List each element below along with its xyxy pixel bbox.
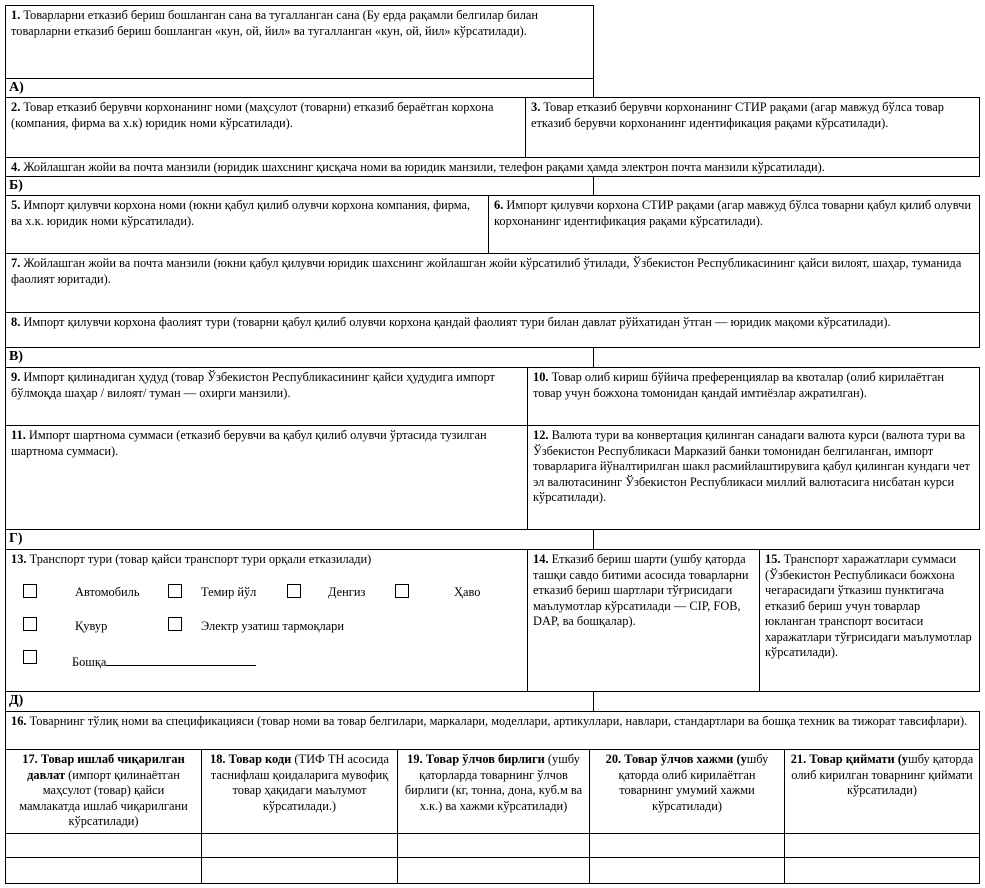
box-10-number: 10. <box>533 370 549 384</box>
box-5-text: Импорт қилувчи корхона номи (юкни қабул қилиб олувчи корхона компания, фирма, ва х.к. юридик номи кўрсатилади). <box>11 198 471 228</box>
box-12-text: Валюта тури ва конвертация қилинган санадаги валюта курси (валюта тури ва Ўзбекистон Республикаси Марказий банки томонидан белгиланган, импорт товарларига йўналтирилган шакл расмийлаштирувига қабул қилинган кундаги чет эл валютасининг Ўзбекистон Республикаси миллий валютасига нисбатан курси кўрсатилади). <box>533 428 970 504</box>
checkbox-sea[interactable] <box>287 584 301 598</box>
box-2-supplier-name[interactable] <box>5 97 526 158</box>
row-2-volume-cell[interactable] <box>589 857 785 884</box>
box-13-text: Транспорт тури (товар қайси транспорт тури орқали етказилади) <box>29 552 372 566</box>
row-2-code-cell[interactable] <box>201 857 398 884</box>
box-14-delivery-terms[interactable] <box>527 549 760 692</box>
box-9-number: 9. <box>11 370 21 384</box>
box-20-text: шбу қаторда олиб кирилаётган товарнинг умумий хажми кўрсатилади) <box>618 752 769 813</box>
box-3-text: Товар етказиб берувчи корхонанинг СТИР рақами (агар мавжуд бўлса товар етказиб берувчи корхонанинг идентификация рақами кўрсатилади). <box>531 100 944 130</box>
box-16-text: Товарнинг тўлиқ номи ва спецификацияси (товар номи ва товар белгилари, маркалари, моделлари, артикуллари, навлари, стандартлари ва бошқа техник ва тижорат тавсифлари). <box>29 714 968 728</box>
label-pipeline: Қувур <box>75 619 108 633</box>
box-3-number: 3. <box>531 100 541 114</box>
label-railway: Темир йўл <box>201 585 257 599</box>
box-11-text: Импорт шартнома суммаси (етказиб берувчи ва қабул қилиб олувчи ўртасида тузилган шартнома суммаси). <box>11 428 487 458</box>
box-11-contract-amount[interactable] <box>5 425 528 530</box>
label-automobile: Автомобиль <box>75 585 140 599</box>
box-9-text: Импорт қилинадиган ҳудуд (товар Ўзбекистон Республикасининг қайси ҳудудига импорт бўлмоқда шаҳар / вилоят/ туман — охирги манзили). <box>11 370 495 400</box>
box-6-number: 6. <box>494 198 504 212</box>
row-1-value-cell[interactable] <box>784 833 980 858</box>
box-17-title: 17. Товар ишлаб чиқарилган давлат <box>22 752 185 782</box>
label-sea: Денгиз <box>328 585 366 599</box>
box-20-title: 20. Товар ўлчов хажми <box>605 752 734 766</box>
label-air: Ҳаво <box>454 585 481 599</box>
section-d-label: Д) <box>5 691 594 712</box>
box-17-text: (импорт қилинаётган маҳсулот (товар) қайси мамлакатда ишлаб чиқарилгани кўрсатилади) <box>19 767 188 828</box>
box-8-text: Импорт қилувчи корхона фаолият тури (товарни қабул қилиб олувчи корхона қандай фаолият тури билан давлат рўйхатидан ўтган — юридик мақоми кўрсатилади). <box>23 315 891 329</box>
box-2-number: 2. <box>11 100 21 114</box>
box-11-number: 11. <box>11 428 26 442</box>
checkbox-other[interactable] <box>23 650 37 664</box>
box-14-number: 14. <box>533 552 549 566</box>
row-2-unit-cell[interactable] <box>397 857 590 884</box>
box-6-text: Импорт қилувчи корхона СТИР рақами (агар мавжуд бўлса товарни қабул қилиб олувчи корхонанинг идентификация рақами кўрсатилади). <box>494 198 971 228</box>
section-g-label: Г) <box>5 529 594 550</box>
box-21-title-paren: (у <box>897 752 909 766</box>
box-21-text: шбу қаторда олиб кирилган товарнинг қиймати кўрсатилади) <box>791 752 974 797</box>
other-underline[interactable] <box>106 653 256 666</box>
box-10-preferences-quotas[interactable] <box>527 367 980 426</box>
section-v-label: В) <box>5 347 594 368</box>
box-8-number: 8. <box>11 315 21 329</box>
box-10-text: Товар олиб кириш бўйича преференциялар ва квоталар (олиб кирилаётган товар учун божхона томонидан қандай имтиёзлар ажратилган). <box>533 370 945 400</box>
box-5-number: 5. <box>11 198 21 212</box>
box-18-goods-code <box>201 749 398 834</box>
box-12-currency-rate[interactable] <box>527 425 980 530</box>
box-5-importer-name[interactable] <box>5 195 489 254</box>
box-9-import-region[interactable] <box>5 367 528 426</box>
box-16-number: 16. <box>11 714 27 728</box>
box-12-number: 12. <box>533 428 549 442</box>
box-16-goods-specification[interactable] <box>5 711 980 750</box>
row-1-country-cell[interactable] <box>5 833 202 858</box>
row-1-volume-cell[interactable] <box>589 833 785 858</box>
box-1-dates[interactable] <box>5 5 594 79</box>
box-19-text: (ушбу қаторларда товарнинг ўлчов бирлиги (кг, тонна, дона, куб.м ва х.к.) ва хажми кўрсатилади) <box>404 752 583 813</box>
box-18-text: (ТИФ ТН асосида таснифлаш қоидаларига мувофиқ товар ҳақидаги маълумот кўрсатилади.) <box>210 752 389 813</box>
box-4-text: Жойлашган жойи ва почта манзили (юридик шахснинг қисқача номи ва юридик манзили, телефон рақами ҳамда электрон почта манзили кўрсатилади). <box>23 160 825 174</box>
box-19-unit-measure <box>397 749 590 834</box>
row-1-unit-cell[interactable] <box>397 833 590 858</box>
label-other <box>72 653 256 671</box>
row-1-code-cell[interactable] <box>201 833 398 858</box>
box-6-importer-tin[interactable] <box>488 195 980 254</box>
box-15-text: Транспорт харажатлари суммаси (Ўзбекистон Республикаси божхона чегарасидаги ўтказиш пунктигача етказиб бериш учун товарлар юкланган транспорт воситаси харажатлари тўғрисидаги маълумотлар кўрсатилади). <box>765 552 972 659</box>
box-15-transport-costs[interactable] <box>759 549 980 692</box>
box-1-text: Товарларни етказиб бериш бошланган сана ва тугалланган сана (Бу ерда рақамли белгилар билан товарларни етказиб бериш бошланган «кун, ой, йил» ва тугалланган «кун, ой, йил» кўрсатилади). <box>11 8 539 38</box>
box-7-number: 7. <box>11 256 21 270</box>
box-13-number: 13. <box>11 552 27 566</box>
box-18-title: 18. Товар коди <box>210 752 292 766</box>
box-7-importer-address[interactable] <box>5 253 980 313</box>
checkbox-railway[interactable] <box>168 584 182 598</box>
box-3-supplier-tin[interactable] <box>525 97 980 158</box>
checkbox-power-lines[interactable] <box>168 617 182 631</box>
box-20-title-paren: (у <box>736 752 747 766</box>
checkbox-automobile[interactable] <box>23 584 37 598</box>
checkbox-air[interactable] <box>395 584 409 598</box>
section-b-label: Б) <box>5 176 594 196</box>
box-21-goods-value <box>784 749 980 834</box>
box-13-transport-type[interactable] <box>5 549 528 692</box>
section-a-label: А) <box>5 78 594 98</box>
box-4-number: 4. <box>11 160 21 174</box>
box-1-number: 1. <box>11 8 21 22</box>
box-17-country-origin <box>5 749 202 834</box>
box-14-text: Етказиб бериш шарти (ушбу қаторда ташқи савдо битими асосида товарларни етказиб бериш шартлари тўғрисидаги маълумотлар кўрсатилади — CIP, FOB, DAP, ва бошқалар). <box>533 552 749 628</box>
box-2-text: Товар етказиб берувчи корхонанинг номи (маҳсулот (товарни) етказиб бераётган корхона (компания, фирма ва х.к) юридик номи кўрсатилади). <box>11 100 494 130</box>
row-2-value-cell[interactable] <box>784 857 980 884</box>
box-8-importer-activity[interactable] <box>5 312 980 348</box>
row-2-country-cell[interactable] <box>5 857 202 884</box>
checkbox-pipeline[interactable] <box>23 617 37 631</box>
box-19-title: 19. Товар ўлчов бирлиги <box>407 752 545 766</box>
box-15-number: 15. <box>765 552 781 566</box>
box-7-text: Жойлашган жойи ва почта манзили (юкни қабул қилувчи юридик шахснинг жойлашган жойи кўрсатилиб ўтилади, Ўзбекистон Республикасининг қайси вилоят, шаҳар, туманида фаолият юритади). <box>11 256 962 286</box>
box-21-title: 21. Товар қиймати <box>790 752 895 766</box>
label-other-text: Бошқа <box>72 655 107 669</box>
box-20-volume <box>589 749 785 834</box>
box-4-supplier-address[interactable] <box>5 157 980 177</box>
label-power-lines: Электр узатиш тармоқлари <box>201 619 345 633</box>
